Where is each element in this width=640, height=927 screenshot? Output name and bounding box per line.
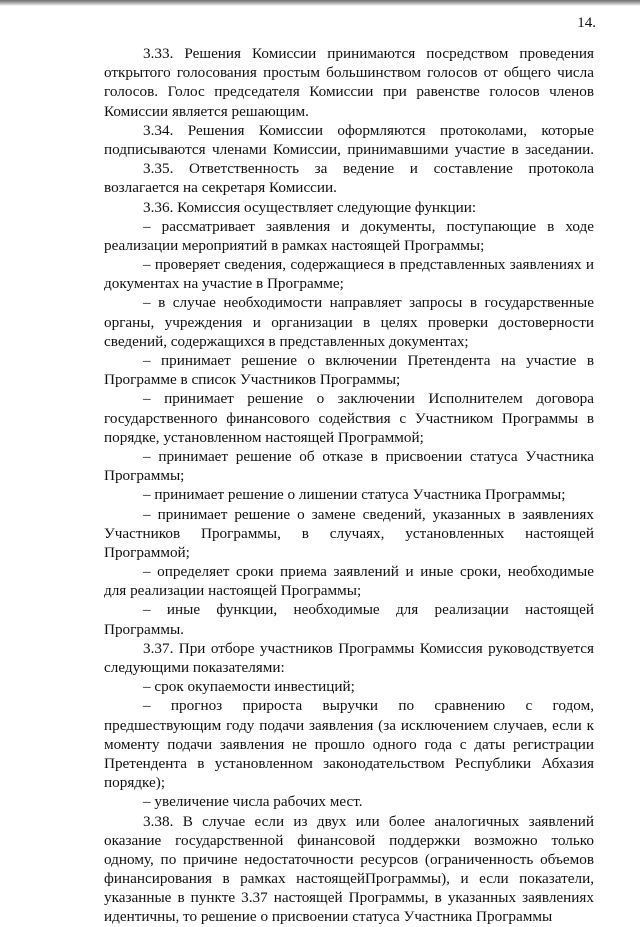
text-line: порядке); [104, 774, 166, 792]
text-line: подписываются членами Комиссии, принимавшими участие в заседании. [104, 140, 594, 158]
text-line: – принимает решение о заключении Исполнителем договора [143, 390, 594, 408]
text-line: – срок окупаемости инвестиций; [143, 678, 355, 696]
text-line: – рассматривает заявления и документы, поступающие в ходе [143, 217, 594, 235]
text-line: – принимает решение о лишении статуса Участника Программы; [143, 486, 566, 504]
text-line: государственного финансового содействия с Участником Программы в [104, 409, 594, 427]
text-line: сведений, содержащихся в представленных документах; [104, 332, 469, 350]
text-line: 3.33. Решения Комиссии принимаются посредством проведения [143, 45, 594, 62]
text-line: 3.38. В случае если из двух или более аналогичных заявлений [143, 812, 594, 830]
text-line: 3.34. Решения Комиссии оформляются протоколами, которые [143, 121, 594, 139]
text-line: порядке, установленном настоящей Программой; [104, 428, 424, 446]
text-line: Программы; [104, 467, 185, 485]
text-line: – иные функции, необходимые для реализации настоящей [143, 601, 594, 619]
text-line: оказание государственной финансовой поддержки возможно только [104, 831, 594, 849]
text-line: Программой; [104, 543, 190, 561]
text-line: – прогноз прироста выручки по сравнению с годом, [143, 697, 594, 715]
text-line: следующими показателями: [104, 659, 285, 676]
text-line: Участников Программы, в случаях, установленных настоящей [104, 524, 594, 542]
text-line: Претендента в установленном законодательством Республики Абхазия [104, 754, 594, 772]
text-line: Комиссии является решающим. [104, 102, 309, 120]
text-line: 3.35. Ответственность за ведение и составление протокола [143, 160, 594, 178]
text-line: Программы. [104, 620, 184, 638]
text-line: реализации мероприятий в рамках настоящей Программы; [104, 236, 485, 254]
text-line: Программе в список Участников Программы; [104, 371, 401, 389]
text-line: 3.36. Комиссия осуществляет следующие функции: [143, 198, 477, 216]
text-line: голосов. Голос председателя Комиссии при равенстве голосов членов [104, 83, 594, 101]
text-line: указанные в пункте 3.37 настоящей Программы, в указанных заявлениях [104, 889, 594, 907]
text-line: возлагается на секретаря Комиссии. [104, 179, 337, 197]
scan-edge [0, 0, 640, 6]
text-line: документах на участие в Программе; [104, 275, 344, 293]
text-line: финансирования в рамках настоящейПрограммы), и если показатели, [104, 870, 594, 888]
text-line: одному, по причине недостаточности ресурсов (ограниченность объемов [104, 850, 594, 868]
text-line: – увеличение числа рабочих мест. [143, 793, 363, 811]
text-line: – в случае необходимости направляет запросы в государственные [143, 294, 594, 312]
text-line: идентичны, то решение о присвоении статуса Участника Программы [104, 908, 553, 926]
text-line: 3.37. При отборе участников Программы Комиссия руководствуется [143, 639, 594, 657]
page-number: 14. [577, 15, 596, 31]
text-line: моменту подачи заявления не прошло одного года с даты регистрации [104, 735, 594, 753]
text-line: – принимает решение об отказе в присвоении статуса Участника [143, 447, 594, 465]
text-line: – проверяет сведения, содержащиеся в представленных заявлениях и [143, 256, 594, 274]
text-line: открытого голосования простым большинством голосов от общего числа [104, 64, 594, 82]
text-line: предшествующим году подачи заявления (за исключением случаев, если к [104, 716, 594, 734]
text-line: – принимает решение о включении Претендента на участие в [143, 352, 594, 369]
text-line: – принимает решение о замене сведений, указанных в заявлениях [143, 505, 594, 523]
document-body [104, 44, 594, 927]
text-line: – определяет сроки приема заявлений и иные сроки, необходимые [143, 563, 594, 581]
text-line: для реализации настоящей Программы; [104, 582, 362, 600]
text-line: органы, учреждения и организации в целях проверки достоверности [104, 313, 594, 331]
